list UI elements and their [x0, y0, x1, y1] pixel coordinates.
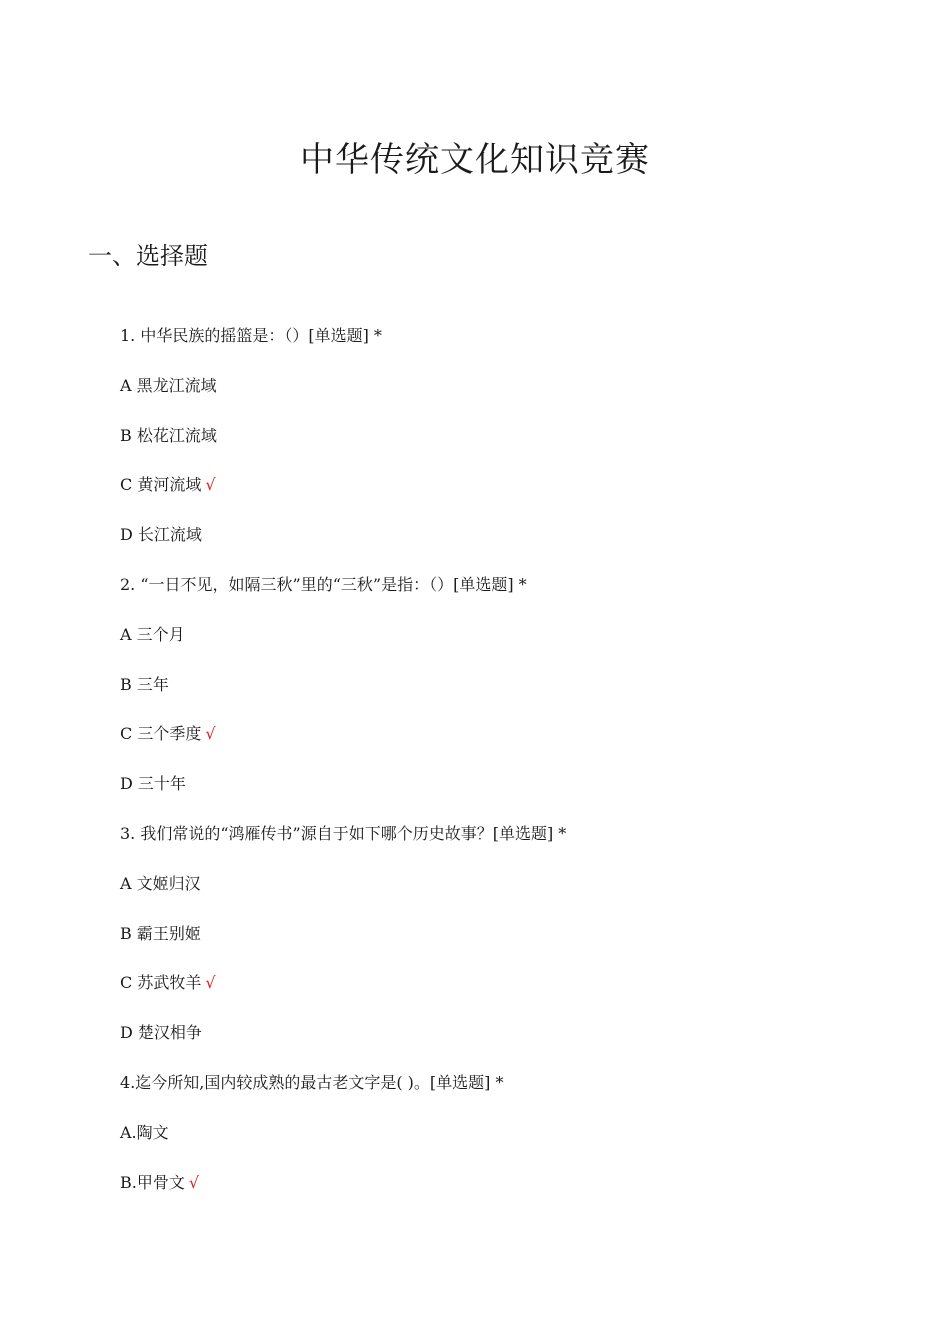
question-prompt: 1. 中华民族的摇篮是：（）[单选题] *: [120, 326, 382, 345]
correct-check-icon: √: [205, 475, 216, 495]
correct-check-icon: √: [205, 973, 216, 993]
question-prompt: 3. 我们常说的“鸿雁传书”源自于如下哪个历史故事？[单选题] *: [120, 823, 567, 843]
answer-option: D 三十年: [120, 774, 186, 794]
question-list: [120, 322, 880, 1218]
answer-option: B.甲骨文 √: [120, 1172, 200, 1192]
answer-option: D 楚汉相争: [120, 1023, 202, 1043]
answer-option: B 霸王别姬: [120, 923, 201, 943]
correct-check-icon: √: [188, 1172, 200, 1192]
answer-option: A.陶文: [120, 1122, 169, 1142]
answer-option: C 黄河流域 √: [120, 475, 216, 495]
answer-option: A 黑龙江流域: [120, 375, 217, 395]
question-prompt: 4.迄今所知,国内较成熟的最古老文字是( )。[单选题] *: [120, 1072, 504, 1092]
answer-option: D 长江流域: [120, 525, 202, 545]
answer-option: C 苏武牧羊 √: [120, 973, 216, 993]
answer-option: B 松花江流域: [120, 425, 217, 445]
document-title: 中华传统文化知识竞赛: [300, 140, 650, 180]
answer-option: B 三年: [120, 674, 169, 694]
answer-option: A 文姬归汉: [120, 873, 201, 893]
answer-option: A 三个月: [120, 624, 185, 644]
answer-option: C 三个季度 √: [120, 724, 216, 744]
correct-check-icon: √: [205, 724, 216, 744]
section-heading: 一、选择题: [88, 242, 208, 270]
question-prompt: 2. “一日不见，如隔三秋”里的“三秋”是指：（）[单选题] *: [120, 574, 527, 594]
